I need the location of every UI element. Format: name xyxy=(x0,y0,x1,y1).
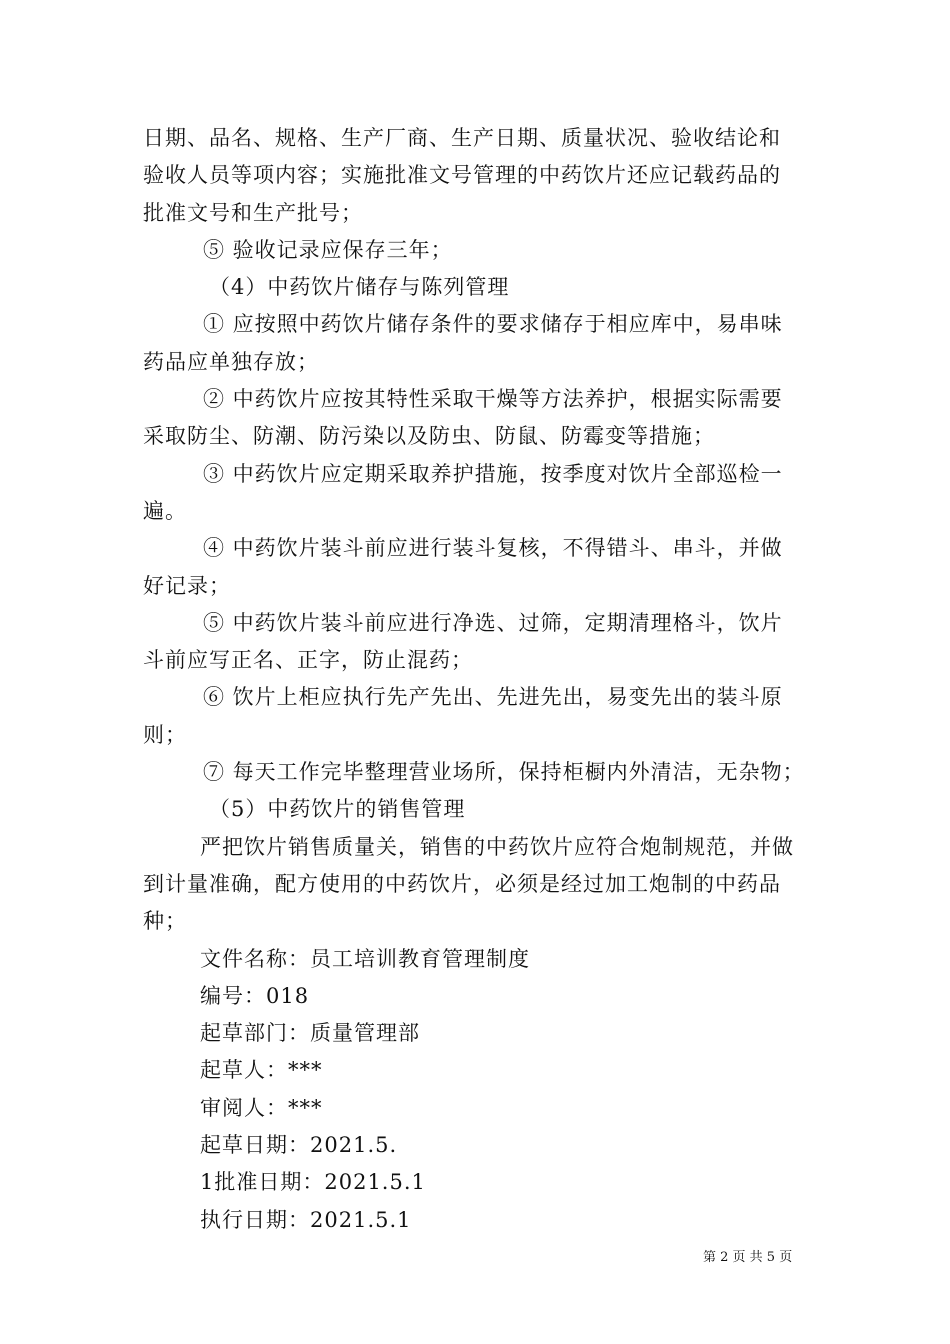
approval-date-line: 1批准日期：2021.5.1 xyxy=(200,1170,426,1195)
section-heading: （4）中药饮片储存与陈列管理 xyxy=(209,275,510,300)
file-name-line: 文件名称：员工培训教育管理制度 xyxy=(200,946,530,971)
draft-department-line: 起草部门：质量管理部 xyxy=(200,1021,420,1046)
body-line: 批准文号和生产批号； xyxy=(143,200,363,225)
document-body xyxy=(143,120,808,1239)
reviewer-line: 审阅人：*** xyxy=(200,1095,323,1120)
list-item: ① 应按照中药饮片储存条件的要求储存于相应库中，易串味 xyxy=(203,312,783,337)
paragraph-start: 严把饮片销售质量关，销售的中药饮片应符合炮制规范，并做 xyxy=(200,834,794,859)
body-line: 遍。 xyxy=(143,498,187,523)
list-item: ⑦ 每天工作完毕整理营业场所，保持柜橱内外清洁，无杂物； xyxy=(203,760,805,785)
draft-date-line: 起草日期：2021.5. xyxy=(200,1133,398,1158)
list-item: ⑥ 饮片上柜应执行先产先出、先进先出，易变先出的装斗原 xyxy=(203,685,783,710)
list-item: ⑤ 验收记录应保存三年； xyxy=(203,237,453,262)
list-item: ③ 中药饮片应定期采取养护措施，按季度对饮片全部巡检一 xyxy=(203,461,783,486)
page-number: 第 2 页 共 5 页 xyxy=(703,1250,793,1265)
body-line: 斗前应写正名、正字，防止混药； xyxy=(143,648,473,673)
section-heading: （5）中药饮片的销售管理 xyxy=(209,797,466,822)
effective-date-line: 执行日期：2021.5.1 xyxy=(200,1207,412,1232)
list-item: ② 中药饮片应按其特性采取干燥等方法养护，根据实际需要 xyxy=(203,387,783,412)
drafter-line: 起草人：*** xyxy=(200,1058,323,1083)
list-item: ⑤ 中药饮片装斗前应进行净选、过筛，定期清理格斗，饮片 xyxy=(203,610,783,635)
body-line: 日期、品名、规格、生产厂商、生产日期、质量状况、验收结论和 xyxy=(143,126,781,150)
body-line: 药品应单独存放； xyxy=(143,349,319,374)
body-line: 验收人员等项内容；实施批准文号管理的中药饮片还应记载药品的 xyxy=(143,163,781,188)
body-line: 采取防尘、防潮、防污染以及防虫、防鼠、防霉变等措施； xyxy=(143,424,715,449)
list-item: ④ 中药饮片装斗前应进行装斗复核，不得错斗、串斗，并做 xyxy=(203,536,783,561)
file-number-line: 编号：018 xyxy=(200,983,310,1008)
body-line: 到计量准确，配方使用的中药饮片，必须是经过加工炮制的中药品 xyxy=(143,871,781,896)
body-line: 则； xyxy=(143,722,187,747)
body-line: 好记录； xyxy=(143,573,231,598)
body-line: 种； xyxy=(143,909,187,934)
